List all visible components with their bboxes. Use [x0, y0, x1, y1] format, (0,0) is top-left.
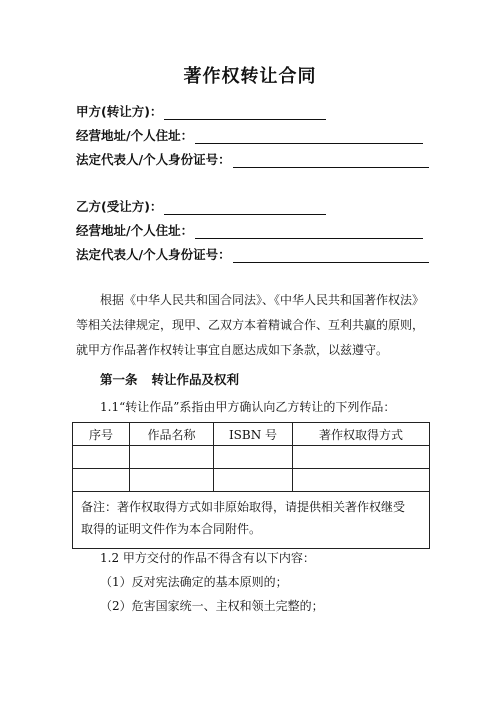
- table-note-row: [73, 492, 430, 549]
- works-table: [72, 422, 430, 549]
- table-cell[interactable]: [130, 469, 214, 492]
- party-b-blank-line[interactable]: [164, 200, 326, 215]
- party-b-address-field: [76, 221, 423, 239]
- table-note: [73, 492, 430, 549]
- party-b-address-label: 经营地址/个人住址：: [76, 223, 194, 238]
- clause-1-2-item-2: （2）危害国家统一、主权和领土完整的；: [100, 599, 324, 613]
- party-b-rep-label: 法定代表人/个人身份证号：: [76, 247, 231, 262]
- preamble-line-2: 等相关法律规定，现甲、乙双方本着精诚合作、互利共赢的原则，: [76, 318, 425, 332]
- article-1-heading: [100, 370, 239, 388]
- table-cell[interactable]: [293, 469, 430, 492]
- party-b-rep-blank-line[interactable]: [233, 248, 429, 263]
- party-b-rep-field: [76, 245, 429, 263]
- party-b-address-blank-line[interactable]: [195, 224, 423, 239]
- party-a-rep-blank-line[interactable]: [233, 153, 429, 168]
- document-title: 著作权转让合同: [183, 66, 317, 87]
- col-header-isbn: ISBN 号: [214, 423, 293, 446]
- party-b-label: 乙方(受让方)：: [76, 199, 163, 214]
- party-a-address-field: [76, 126, 423, 144]
- party-a-rep-field: [76, 150, 429, 168]
- table-row: [73, 469, 430, 492]
- col-header-work-name: 作品名称: [130, 423, 214, 446]
- clause-1-2: 1.2 甲方交付的作品不得含有以下内容：: [100, 551, 315, 565]
- preamble-line-3: 就甲方作品著作权转让事宜自愿达成如下条款，以兹遵守。: [76, 343, 389, 357]
- col-header-index: 序号: [73, 423, 130, 446]
- table-cell[interactable]: [73, 446, 130, 469]
- table-cell[interactable]: [130, 446, 214, 469]
- table-cell[interactable]: [293, 446, 430, 469]
- table-note-line-2: 取得的证明文件作为本合同附件。: [81, 522, 262, 536]
- table-note-line-1: 备注：著作权取得方式如非原始取得，请提供相关著作权继受: [81, 500, 406, 514]
- clause-1-1: 1.1“转让作品”系指由甲方确认向乙方转让的下列作品：: [100, 400, 396, 414]
- preamble-line-1: 根据《中华人民共和国合同法》、《中华人民共和国著作权法》: [100, 293, 425, 307]
- party-a-address-blank-line[interactable]: [195, 129, 423, 144]
- table-cell[interactable]: [214, 446, 293, 469]
- party-a-rep-label: 法定代表人/个人身份证号：: [76, 152, 231, 167]
- article-1-number: 第一条: [100, 372, 138, 387]
- article-1-title: 转让作品及权利: [151, 372, 240, 387]
- party-a-field: [76, 102, 326, 120]
- party-b-field: [76, 197, 326, 215]
- works-table-header-row: [73, 423, 430, 446]
- col-header-acquisition: 著作权取得方式: [293, 423, 430, 446]
- party-a-label: 甲方(转让方)：: [76, 104, 163, 119]
- clause-1-2-item-1: （1）反对宪法确定的基本原则的；: [100, 575, 288, 589]
- party-a-blank-line[interactable]: [164, 105, 326, 120]
- table-row: [73, 446, 430, 469]
- table-cell[interactable]: [73, 469, 130, 492]
- party-a-address-label: 经营地址/个人住址：: [76, 128, 194, 143]
- table-cell[interactable]: [214, 469, 293, 492]
